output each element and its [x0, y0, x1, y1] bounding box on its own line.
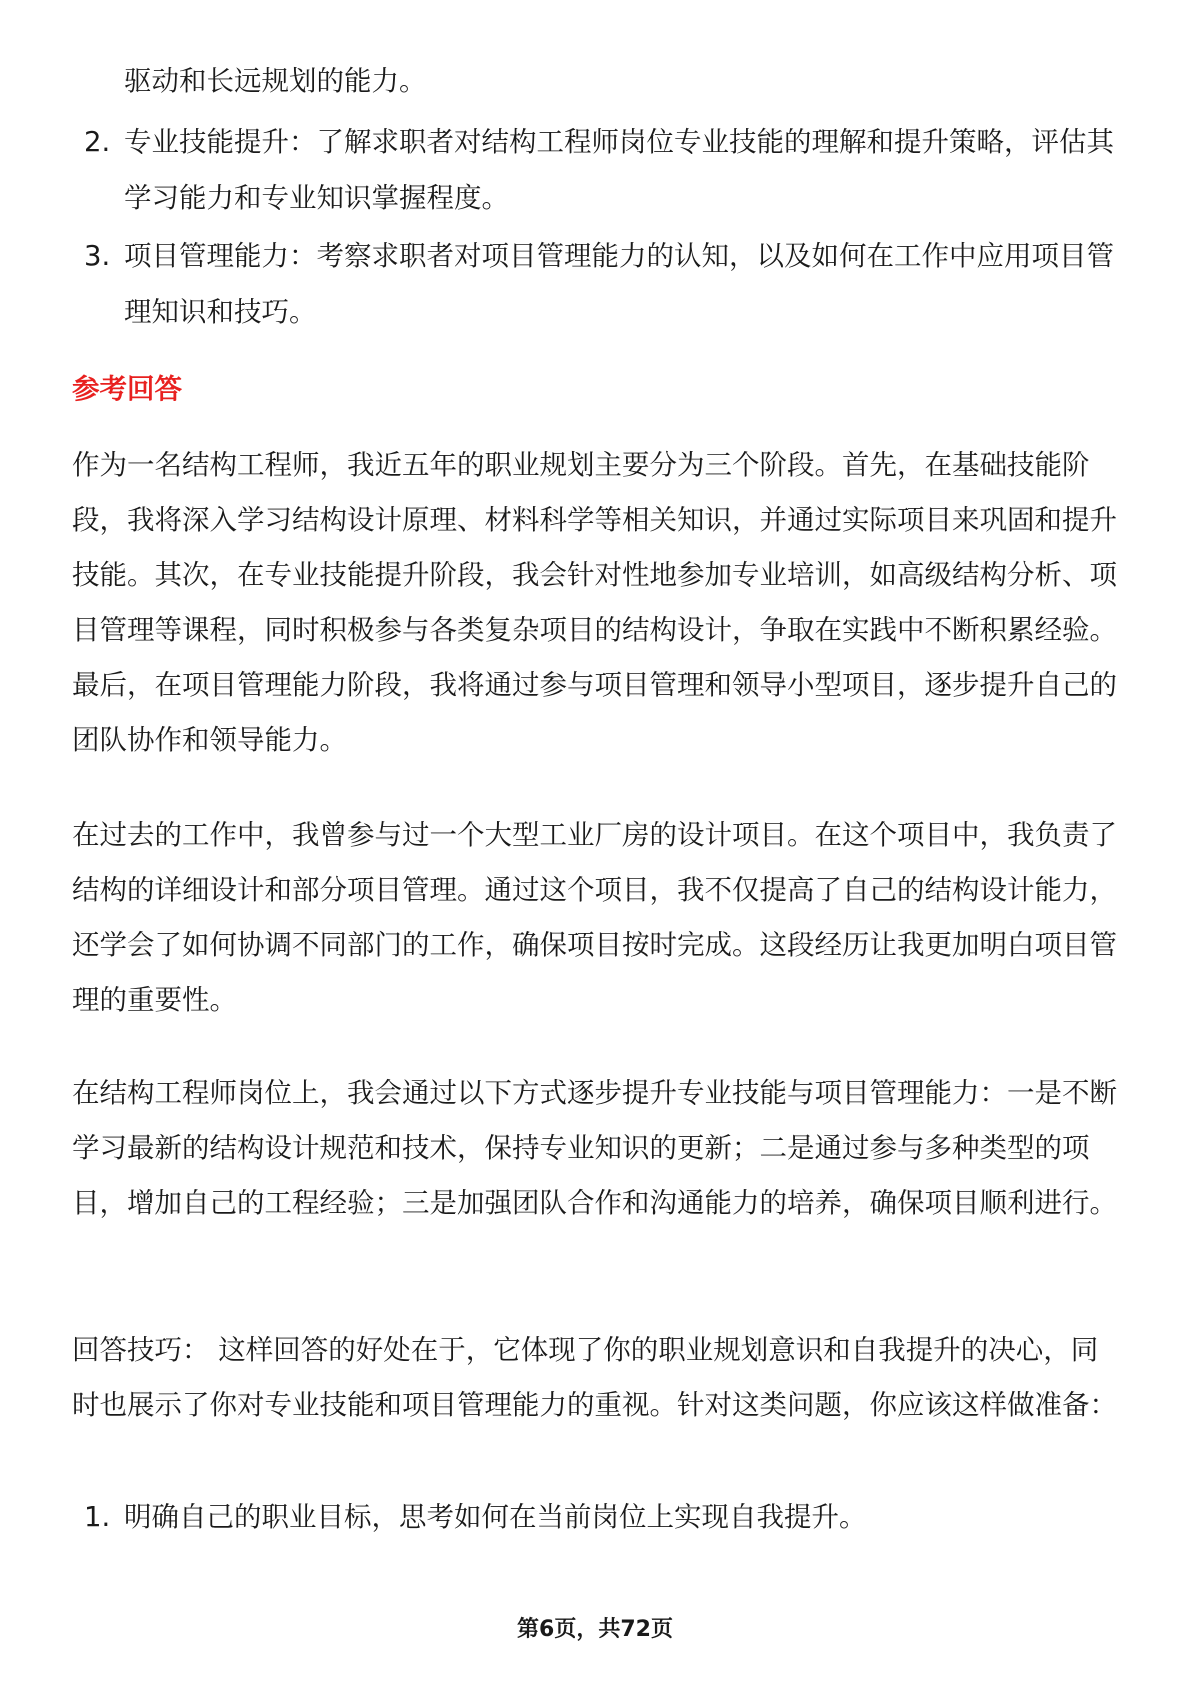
- list-item-number: 3.: [84, 240, 111, 272]
- list-item-text: 专业技能提升：了解求职者对结构工程师岗位专业技能的理解和提升策略，评估其学习能力和专业知识掌握程度。: [124, 126, 1114, 214]
- list-item-text: 项目管理能力：考察求职者对项目管理能力的认知，以及如何在工作中应用项目管理知识和技巧。: [124, 240, 1114, 328]
- list-item: [72, 228, 1120, 340]
- tips-paragraph: 回答技巧： 这样回答的好处在于，它体现了你的职业规划意识和自我提升的决心，同时也展示了你对专业技能和项目管理能力的重视。针对这类问题，你应该这样做准备：: [72, 1334, 1117, 1421]
- list-item-number: 2.: [84, 126, 111, 158]
- list-item-text: 明确自己的职业目标，思考如何在当前岗位上实现自我提升。: [124, 1501, 867, 1533]
- list-item: [72, 114, 1120, 226]
- preparation-list: [72, 1489, 1120, 1545]
- intro-tail: 驱动和长远规划的能力。: [124, 65, 427, 97]
- answer-paragraph: 在结构工程师岗位上，我会通过以下方式逐步提升专业技能与项目管理能力：一是不断学习最新的结构设计规范和技术，保持专业知识的更新；二是通过参与多种类型的项目，增加自己的工程经验；三是加强团队合作和沟通能力的培养，确保项目顺利进行。: [72, 1077, 1117, 1219]
- list-item: [72, 1489, 1120, 1545]
- list-item-number: 1.: [84, 1501, 111, 1533]
- criteria-list: [72, 114, 1120, 340]
- page-footer: 第6页，共72页: [517, 1617, 673, 1642]
- section-heading: 参考回答: [72, 373, 182, 405]
- answer-paragraph: 在过去的工作中，我曾参与过一个大型工业厂房的设计项目。在这个项目中，我负责了结构的详细设计和部分项目管理。通过这个项目，我不仅提高了自己的结构设计能力，还学会了如何协调不同部门的工作，确保项目按时完成。这段经历让我更加明白项目管理的重要性。: [72, 819, 1117, 1016]
- answer-paragraph: 作为一名结构工程师，我近五年的职业规划主要分为三个阶段。首先，在基础技能阶段，我将深入学习结构设计原理、材料科学等相关知识，并通过实际项目来巩固和提升技能。其次，在专业技能提升阶段，我会针对性地参加专业培训，如高级结构分析、项目管理等课程，同时积极参与各类复杂项目的结构设计，争取在实践中不断积累经验。最后，在项目管理能力阶段，我将通过参与项目管理和领导小型项目，逐步提升自己的团队协作和领导能力。: [72, 449, 1117, 756]
